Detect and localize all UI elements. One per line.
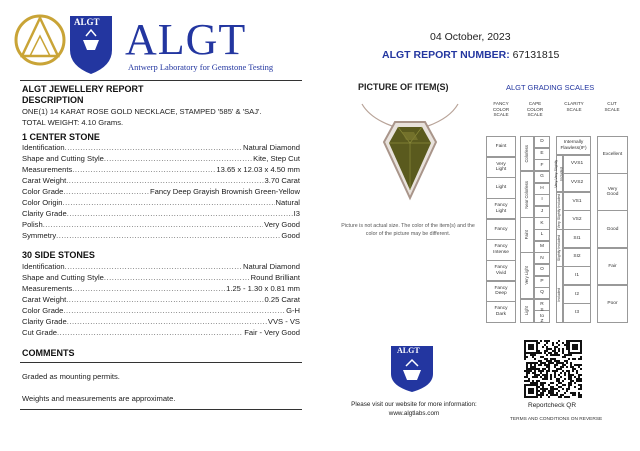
leader-dots (67, 208, 293, 219)
fancy-grade-box: Fancy Vivid (486, 260, 516, 281)
comment-line: Graded as mounting permits. (22, 372, 120, 381)
spec-value: 13.65 x 12.03 x 4.50 mm (216, 165, 300, 174)
cape-grade-box: L (534, 229, 550, 241)
necklace-photo (340, 96, 480, 220)
leader-dots (72, 283, 225, 294)
cape-grade-box: N (534, 252, 550, 264)
spec-value: Fair - Very Good (244, 328, 300, 337)
cape-grade-box: H (534, 183, 550, 195)
spec-value: Natural Diamond (243, 262, 300, 271)
clarity-grade-box: VS1 (563, 192, 591, 211)
spec-label: Clarity Grade (22, 209, 67, 218)
spec-row (22, 283, 300, 294)
center-stone-heading: 1 CENTER STONE (22, 132, 100, 142)
clarity-scale-head: CLARITY SCALE (564, 101, 584, 112)
cape-grade-box: J (534, 206, 550, 218)
spec-label: Identification (22, 143, 65, 152)
cape-group-label (520, 217, 534, 252)
spec-label: Measurements (22, 165, 73, 174)
fancy-color-scale-head: FANCY COLOR SCALE (492, 101, 510, 117)
brand-name: ALGT (125, 15, 247, 64)
fancy-grade-box: Faint (486, 136, 516, 157)
cape-group-text: Light (524, 306, 530, 316)
cape-group-text: Very Light (524, 266, 530, 286)
spec-label: Measurements (22, 284, 73, 293)
cape-grade-box: F (534, 159, 550, 171)
cut-grade-box: Excellent (597, 136, 628, 174)
leader-dots (63, 197, 275, 208)
cape-group-label (520, 252, 534, 299)
spec-row (22, 175, 300, 186)
brand-tagline: Antwerp Laboratory for Gemstone Testing (128, 62, 274, 72)
cut-grade-box: Good (597, 210, 628, 248)
cut-grade-box: Very Good (597, 173, 628, 211)
clarity-group-label (556, 229, 563, 267)
clarity-group-label (556, 192, 563, 230)
cape-grade-box: I (534, 194, 550, 206)
total-weight: TOTAL WEIGHT: 4.10 Grams. (22, 118, 124, 127)
divider (20, 80, 302, 81)
spec-value: G-H (286, 306, 300, 315)
spec-row (22, 219, 300, 230)
leader-dots (66, 294, 263, 305)
spec-label: Clarity Grade (22, 317, 67, 326)
cut-grade-box: Fair (597, 248, 628, 286)
divider (20, 409, 302, 410)
cape-grade-box: M (534, 241, 550, 253)
cape-grade-box: K (534, 217, 550, 229)
fancy-grade-box: Fancy Light (486, 198, 516, 219)
clarity-grade-box: VVS2 (563, 173, 591, 192)
clarity-group-label (556, 266, 563, 322)
clarity-grade-box: I3 (563, 303, 591, 322)
spec-row (22, 197, 300, 208)
cape-grade-box: S to Z (534, 310, 550, 322)
spec-value: Round Brilliant (250, 273, 300, 282)
spec-row (22, 208, 300, 219)
spec-value: Very Good (264, 220, 300, 229)
cape-grade-box: O (534, 264, 550, 276)
spec-label: Polish (22, 220, 43, 229)
clarity-grade-box: Internally Flawless(IF) (556, 136, 591, 155)
spec-value: Natural (275, 198, 300, 207)
cape-grade-box: Q (534, 287, 550, 299)
spec-label: Color Grade (22, 187, 64, 196)
cape-group-text: Colorless (524, 145, 530, 163)
leader-dots (65, 142, 242, 153)
terms-note: TERMS AND CONDITIONS ON REVERSE (510, 417, 603, 422)
spec-label: Shape and Cutting Style (22, 154, 104, 163)
clarity-group-text: Very Slightly Included (556, 193, 561, 228)
clarity-group-text: Slightly Included (556, 234, 561, 261)
spec-label: Color Origin (22, 198, 63, 207)
visit-note (336, 400, 492, 418)
leader-dots (66, 175, 263, 186)
spec-row (22, 153, 300, 164)
spec-row (22, 186, 300, 197)
qr-code[interactable] (524, 340, 582, 398)
leader-dots (57, 327, 243, 338)
fancy-grade-box: Fancy Dark (486, 301, 516, 322)
spec-value: 3.70 Carat (264, 176, 300, 185)
spec-value: Good (281, 231, 300, 240)
spec-row (22, 316, 300, 327)
cape-color-scale-head: CAPE COLOR SCALE (526, 101, 544, 117)
chain-right (428, 104, 458, 126)
fancy-grade-box: Light (486, 177, 516, 198)
spec-row (22, 305, 300, 316)
spec-value: 0.25 Carat (264, 295, 300, 304)
cut-grade-box: Poor (597, 285, 628, 323)
shield-text: ALGT (397, 346, 420, 355)
spec-row (22, 294, 300, 305)
spec-label: Carat Weight (22, 176, 67, 185)
cape-group-text: Faint (524, 230, 530, 240)
spec-value: VVS - VS (267, 317, 300, 326)
spec-row (22, 261, 300, 272)
description-heading: DESCRIPTION (22, 95, 84, 105)
report-number-label: ALGT REPORT NUMBER: (382, 49, 510, 61)
spec-value: Kite, Step Cut (253, 154, 300, 163)
clarity-grade-box: SI2 (563, 248, 591, 267)
spec-row (22, 164, 300, 175)
comments-heading: COMMENTS (22, 348, 75, 358)
spec-row (22, 142, 300, 153)
spec-label: Shape and Cutting Style (22, 273, 104, 282)
visit-text: Please visit our website for more information: (351, 401, 477, 408)
clarity-grade-box: VVS1 (563, 155, 591, 174)
side-stones-heading: 30 SIDE STONES (22, 250, 95, 260)
clarity-group-label (556, 155, 563, 193)
clarity-grade-box: SI1 (563, 229, 591, 248)
grading-scales-title: ALGT GRADING SCALES (506, 83, 595, 92)
report-date: 04 October, 2023 (430, 31, 511, 43)
website-link[interactable]: www.algtlabs.com (388, 410, 440, 417)
chain-left (362, 104, 392, 126)
spec-label: Color Grade (22, 306, 64, 315)
leader-dots (72, 164, 215, 175)
divider (20, 362, 302, 363)
report-number-line (382, 49, 559, 61)
leader-dots (104, 153, 252, 164)
picture-note: Picture is not actual size. The color of the item(s) and the color of the picture may be different. (341, 223, 475, 237)
fancy-grade-box: Fancy Deep (486, 281, 516, 302)
cape-group-label (520, 299, 534, 323)
cape-grade-box: G (534, 171, 550, 183)
qr-caption: Reportcheck QR (528, 402, 577, 409)
clarity-grade-box: I2 (563, 285, 591, 304)
spec-value: I3 (293, 209, 300, 218)
spec-row (22, 230, 300, 241)
clarity-grade-box: VS2 (563, 210, 591, 229)
clarity-group-text: Included (556, 287, 561, 302)
leader-dots (65, 261, 242, 272)
clarity-grade-box: I1 (563, 266, 591, 285)
leader-dots (43, 219, 263, 230)
spec-value: Natural Diamond (243, 143, 300, 152)
cape-group-text: Near Colorless (524, 180, 530, 209)
leader-dots (63, 186, 149, 197)
cape-grade-box: E (534, 148, 550, 160)
spec-label: Symmetry (22, 231, 57, 240)
spec-value: Fancy Deep Grayish Brownish Green-Yellow (150, 187, 300, 196)
report-number: 67131815 (512, 49, 560, 61)
picture-title: PICTURE OF ITEM(S) (358, 82, 449, 92)
fancy-grade-box: Fancy Intense (486, 239, 516, 260)
cut-scale-head: CUT SCALE (604, 101, 620, 112)
fancy-grade-box: Fancy (486, 219, 516, 240)
spec-label: Cut Grade (22, 328, 58, 337)
spec-label: Carat Weight (22, 295, 67, 304)
logo-small-text: ALGT (74, 17, 100, 27)
cape-grade-box: R (534, 299, 550, 311)
spec-label: Identification (22, 262, 65, 271)
comment-line: Weights and measurements are approximate. (22, 394, 176, 403)
clarity-group-text: Very Very Slightly Included (554, 159, 564, 188)
cape-group-label (520, 171, 534, 218)
description-text: ONE(1) 14 KARAT ROSE GOLD NECKLACE, STAMPED '585' & 'SAJ'. (22, 107, 262, 116)
report-title: ALGT JEWELLERY REPORT (22, 84, 144, 94)
fancy-grade-box: Very Light (486, 157, 516, 178)
spec-row (22, 327, 300, 338)
cape-grade-box: D (534, 136, 550, 148)
cape-group-label (520, 136, 534, 171)
leader-dots (56, 230, 280, 241)
leader-dots (67, 316, 267, 327)
leader-dots (104, 272, 250, 283)
spec-value: 1.25 - 1.30 x 0.81 mm (226, 284, 300, 293)
cape-grade-box: P (534, 276, 550, 288)
leader-dots (63, 305, 285, 316)
spec-row (22, 272, 300, 283)
